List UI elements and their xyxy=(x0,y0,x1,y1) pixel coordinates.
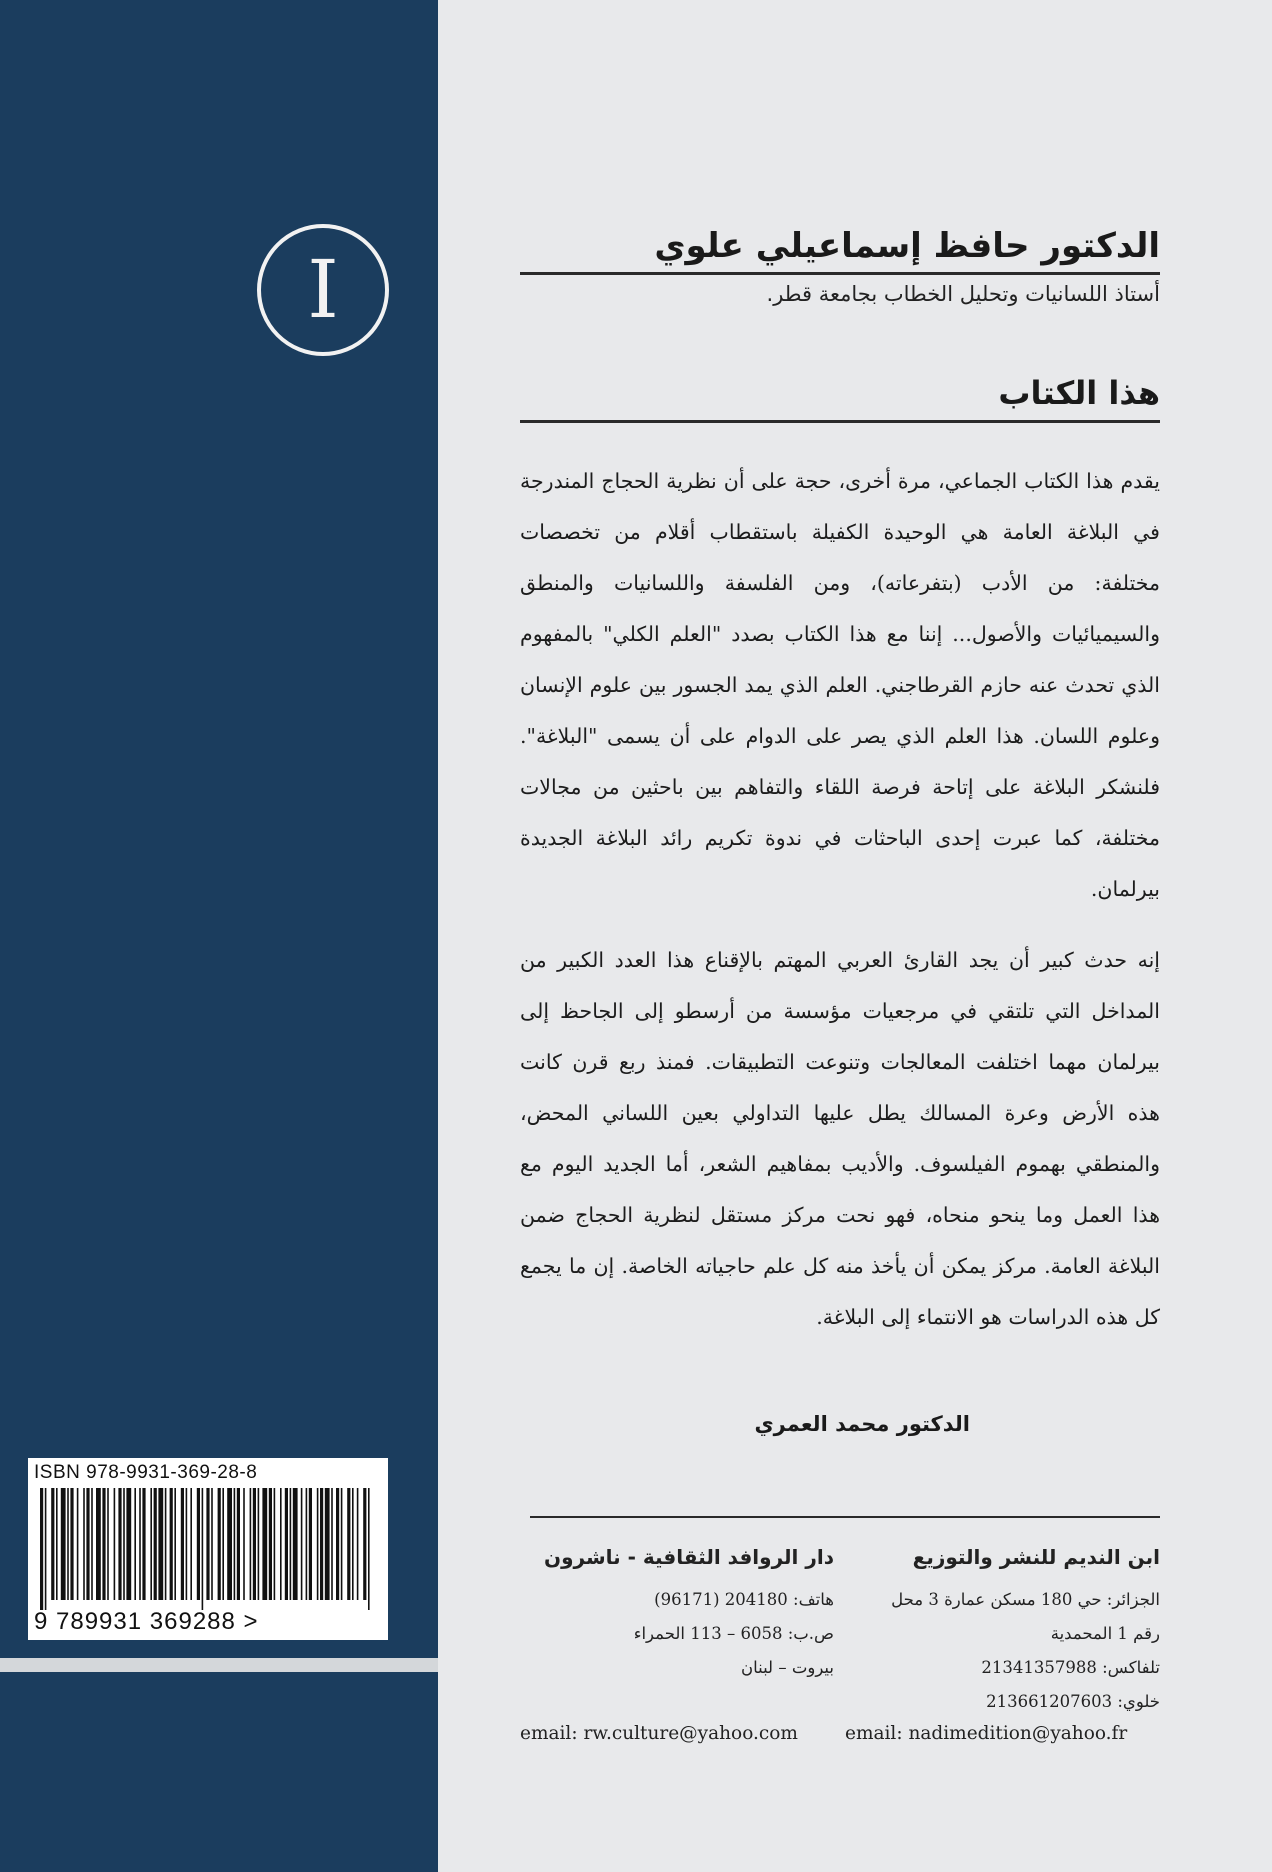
barcode-bar xyxy=(61,1488,66,1600)
barcode-bar xyxy=(77,1488,79,1600)
barcode-bar xyxy=(190,1488,192,1600)
barcode-bar xyxy=(274,1488,276,1600)
volume-number-emblem xyxy=(257,224,389,356)
barcode-bar xyxy=(181,1488,184,1600)
barcode-bar xyxy=(363,1488,366,1600)
barcode-bar xyxy=(258,1488,260,1600)
barcode-bar xyxy=(197,1488,200,1600)
barcode-bar xyxy=(123,1488,125,1600)
barcode-bar xyxy=(280,1488,282,1600)
publisher-address-line: رقم 1 المحمدية xyxy=(1050,1624,1160,1643)
barcode-bar xyxy=(253,1488,256,1600)
barcode-bar xyxy=(352,1488,354,1600)
publisher-name: ابن النديم للنشر والتوزيع xyxy=(912,1545,1160,1569)
barcode-bar xyxy=(158,1488,163,1600)
barcode-bar xyxy=(165,1488,167,1600)
blurb-signature: الدكتور محمد العمري xyxy=(754,1412,970,1436)
barcode-bar xyxy=(227,1488,232,1600)
publisher-name: دار الروافد الثقافية - ناشرون xyxy=(544,1545,834,1569)
barcode-bar xyxy=(134,1488,136,1600)
isbn-barcode xyxy=(28,1458,388,1640)
publisher-email-link[interactable]: email: nadimedition@yahoo.fr xyxy=(845,1723,1128,1744)
barcode-bar xyxy=(222,1488,224,1600)
barcode-bar xyxy=(237,1488,240,1600)
barcode-bar xyxy=(83,1488,85,1600)
publisher-city: بيروت – لبنان xyxy=(740,1658,834,1677)
publisher-pobox: ص.ب: 6058 – 113 الحمراء xyxy=(633,1624,834,1643)
author-name: الدكتور حافظ إسماعيلي علوي xyxy=(654,226,1160,266)
publisher-fax: تلفاكس: 21341357988 xyxy=(981,1658,1160,1677)
barcode-bar xyxy=(293,1488,298,1600)
barcode-bar xyxy=(250,1488,252,1600)
barcode-bar xyxy=(107,1488,109,1600)
barcode-bar xyxy=(301,1488,303,1600)
barcode-bars xyxy=(38,1488,378,1610)
barcode-bar xyxy=(139,1488,141,1600)
publisher-address-line: الجزائر: حي 180 مسكن عمارة 3 محل xyxy=(891,1590,1160,1609)
back-cover-text-column xyxy=(520,0,1160,1872)
barcode-bar xyxy=(347,1488,350,1600)
barcode-bar xyxy=(206,1488,209,1600)
barcode-bar xyxy=(70,1488,73,1600)
barcode-bar xyxy=(290,1488,292,1600)
barcode-bar xyxy=(86,1488,89,1600)
blurb-paragraph-2: إنه حدث كبير أن يجد القارئ العربي المهتم بالإقناع هذا العدد الكبير من المداخل التي تلتقي في مرجعيات مؤسسة من أرسطو إلى الجاحظ إلى بيرلمان مهما اختلفت المعالجات وتنوعت التطبيقات. فمنذ ربع قرن كانت هذه الأرض وعرة المسالك يطل عليها التداولي بعين اللساني المحض، والمنطقي بهموم الفيلسوف. والأديب بمفاهيم الشعر، أما الجديد اليوم مع هذا العمل وما ينحو منحاه، فهو نحت مركز مستقل لنظرية الحجاج ضمن البلاغة العامة. مركز يمكن أن يأخذ منه كل علم حاجياته الخاصة. إن ما يجمع كل هذه الدراسات هو الانتماء إلى البلاغة. xyxy=(520,948,1160,1329)
barcode-bar xyxy=(170,1488,173,1600)
publisher-email-link[interactable]: email: rw.culture@yahoo.com xyxy=(520,1723,798,1744)
barcode-bar xyxy=(368,1488,370,1610)
barcode-bar xyxy=(186,1488,188,1600)
barcode-digits: 9 789931 369288 > xyxy=(34,1608,259,1635)
barcode-bar xyxy=(150,1488,152,1600)
barcode-bar xyxy=(45,1488,47,1610)
publisher-alrawafed xyxy=(544,1545,834,1685)
barcode-bar xyxy=(102,1488,105,1600)
barcode-bar xyxy=(285,1488,288,1600)
barcode-bar xyxy=(341,1488,343,1600)
barcode-bar xyxy=(325,1488,330,1600)
author-affiliation: أستاذ اللسانيات وتحليل الخطاب بجامعة قطر. xyxy=(766,282,1160,306)
barcode-bar xyxy=(114,1488,116,1600)
barcode-bar xyxy=(174,1488,176,1600)
barcode-bar xyxy=(142,1488,145,1600)
barcode-bar xyxy=(269,1488,272,1600)
blurb-paragraph-1: يقدم هذا الكتاب الجماعي، مرة أخرى، حجة على أن نظرية الحجاج المندرجة في البلاغة العامة هي الوحيدة الكفيلة باستقطاب أقلام من تخصصات مختلفة: من الأدب (بتفرعاته)، ومن الفلسفة واللسانيات والمنطق والسيميائيات والأصول... إننا مع هذا الكتاب بصدد "العلم الكلي" بالمفهوم الذي تحدث عنه حازم القرطاجني. العلم الذي يمد الجسور بين علوم الإنسان وعلوم اللسان. هذا العلم الذي يصر على الدوام على أن يسمى "البلاغة". فلنشكر البلاغة على إتاحة فرصة اللقاء والتفاهم بين باحثين من مجالات مختلفة، كما عبرت إحدى الباحثات في ندوة تكريم رائد البلاغة الجديدة بيرلمان. xyxy=(520,469,1160,901)
barcode-bar xyxy=(91,1488,93,1600)
barcode-bar xyxy=(336,1488,339,1600)
barcode-bar xyxy=(331,1488,333,1600)
barcode-bar xyxy=(234,1488,236,1600)
barcode-bar xyxy=(51,1488,54,1600)
barcode-bar xyxy=(218,1488,221,1600)
barcode-bar xyxy=(320,1488,323,1600)
barcode-bar xyxy=(317,1488,319,1600)
author-underline xyxy=(520,272,1160,275)
barcode-bar xyxy=(118,1488,121,1600)
barcode-bar xyxy=(357,1488,359,1600)
isbn-label: ISBN 978-9931-369-28-8 xyxy=(34,1462,258,1483)
barcode-bar xyxy=(126,1488,131,1600)
publisher-mobile: خلوي: 213661207603 xyxy=(986,1692,1160,1711)
spine-divider-band xyxy=(0,1658,438,1672)
barcode-bar xyxy=(211,1488,213,1600)
volume-numeral: I xyxy=(307,243,339,336)
section-heading: هذا الكتاب xyxy=(998,374,1160,412)
back-cover-spine-panel xyxy=(0,0,438,1872)
barcode-bar xyxy=(243,1488,245,1600)
barcode-bar xyxy=(154,1488,157,1600)
barcode-bar xyxy=(67,1488,69,1600)
barcode-bar xyxy=(309,1488,312,1600)
publishers-divider xyxy=(530,1516,1160,1518)
barcode-bar xyxy=(202,1488,204,1610)
barcode-bar xyxy=(96,1488,101,1600)
barcode-bar xyxy=(40,1488,43,1610)
barcode-bar xyxy=(262,1488,267,1600)
publisher-phone: هاتف: 204180 (96171) xyxy=(654,1590,834,1609)
publisher-ibn-alnadim xyxy=(870,1545,1160,1719)
section-heading-underline xyxy=(520,420,1160,423)
barcode-bar xyxy=(56,1488,58,1600)
barcode-bar xyxy=(306,1488,308,1600)
